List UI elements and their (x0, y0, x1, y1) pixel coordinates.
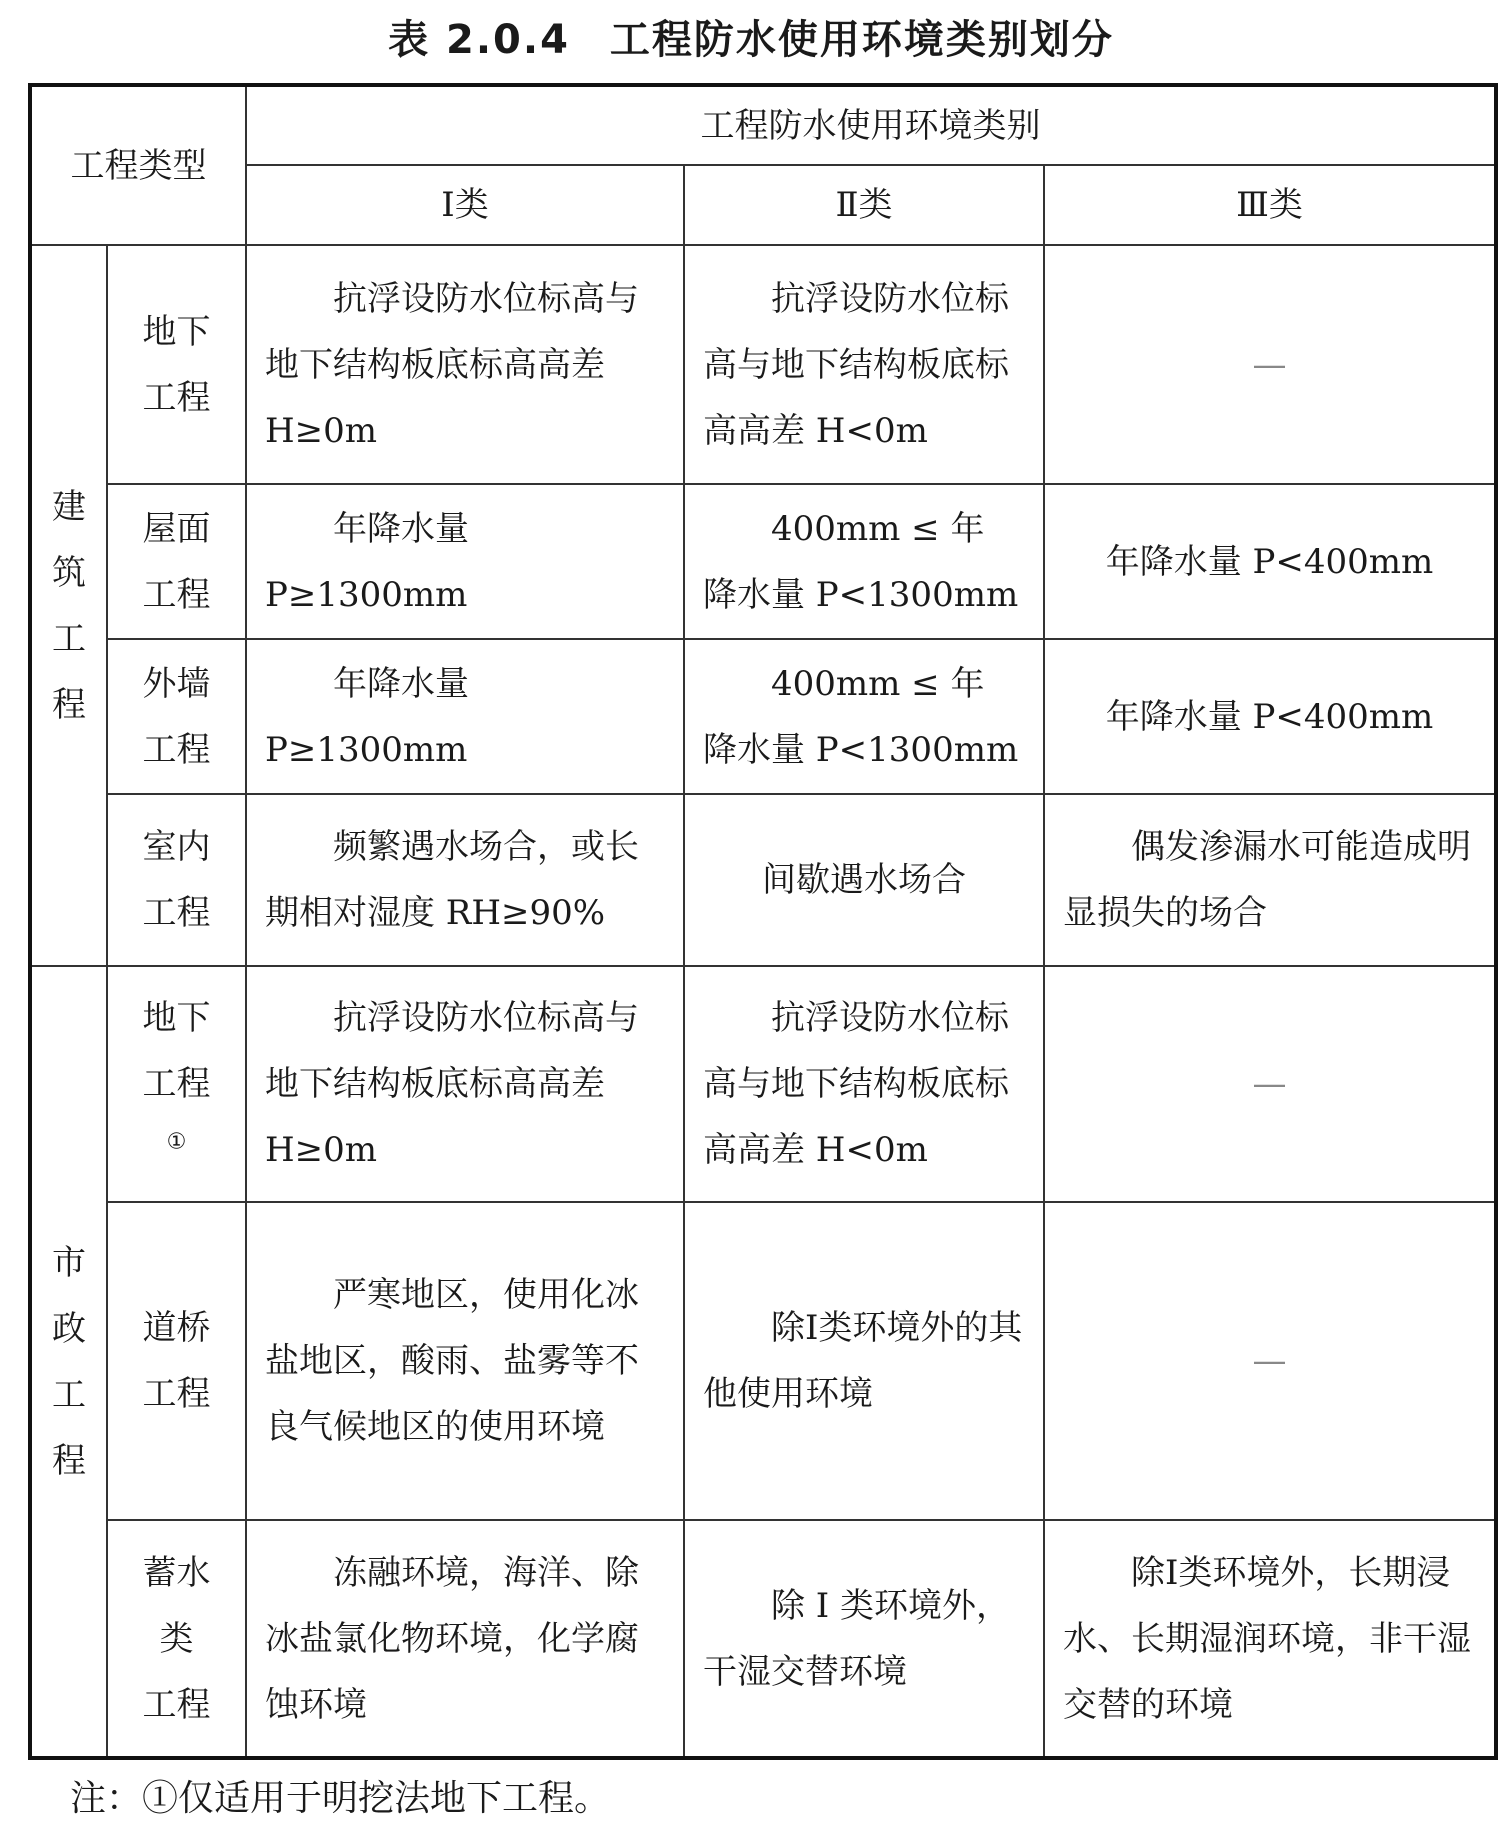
type-indoor: 室内 工程 (107, 794, 246, 966)
table-number: 表 2.0.4 (388, 17, 570, 63)
cell-class-2: 400mm ≤ 年 降水量 P<1300mm (684, 484, 1044, 639)
type-municipal-underground: 地下 工程 ① (107, 966, 246, 1202)
cell-class-3: 年降水量 P<400mm (1044, 639, 1496, 794)
group-municipal: 市 政 工 程 (30, 966, 107, 1758)
cell-class-2: 除 Ⅰ 类环境外，干湿交替环境 (684, 1520, 1044, 1758)
cell-class-3: 年降水量 P<400mm (1044, 484, 1496, 639)
cell-class-2: 抗浮设防水位标高与地下结构板底标高高差 H<0m (684, 245, 1044, 484)
cell-class-2: 间歇遇水场合 (684, 794, 1044, 966)
table-title: 工程防水使用环境类别划分 (609, 17, 1114, 63)
environment-category-table (28, 83, 1498, 1760)
header-env-category: 工程防水使用环境类别 (246, 85, 1496, 165)
header-class-3: Ⅲ类 (1044, 165, 1496, 245)
cell-class-1: 冻融环境，海洋、除冰盐氯化物环境，化学腐蚀环境 (246, 1520, 684, 1758)
cell-class-3: 除Ⅰ类环境外，长期浸水、长期湿润环境，非干湿交替的环境 (1044, 1520, 1496, 1758)
type-underground: 地下 工程 (107, 245, 246, 484)
cell-class-2: 抗浮设防水位标高与地下结构板底标高高差 H<0m (684, 966, 1044, 1202)
cell-class-3: — (1044, 1202, 1496, 1520)
type-road-bridge: 道桥 工程 (107, 1202, 246, 1520)
cell-class-1: 抗浮设防水位标高与地下结构板底标高高差H≥0m (246, 245, 684, 484)
cell-class-1: 年降水量 P≥1300mm (246, 639, 684, 794)
type-exterior-wall: 外墙 工程 (107, 639, 246, 794)
table-note: 注：①仅适用于明挖法地下工程。 (70, 1778, 611, 1819)
cell-class-2: 400mm ≤ 年 降水量 P<1300mm (684, 639, 1044, 794)
cell-class-3: — (1044, 966, 1496, 1202)
header-project-type: 工程类型 (30, 85, 246, 245)
header-class-2: Ⅱ类 (684, 165, 1044, 245)
cell-class-3: 偶发渗漏水可能造成明显损失的场合 (1044, 794, 1496, 966)
header-class-1: Ⅰ类 (246, 165, 684, 245)
cell-class-3: — (1044, 245, 1496, 484)
cell-class-2: 除Ⅰ类环境外的其他使用环境 (684, 1202, 1044, 1520)
type-water-storage: 蓄水类 工程 (107, 1520, 246, 1758)
cell-class-1: 年降水量 P≥1300mm (246, 484, 684, 639)
group-building: 建 筑 工 程 (30, 245, 107, 966)
footnote-mark: ① (166, 1129, 187, 1155)
cell-class-1: 严寒地区，使用化冰盐地区，酸雨、盐雾等不良气候地区的使用环境 (246, 1202, 684, 1520)
type-roof: 屋面 工程 (107, 484, 246, 639)
cell-class-1: 抗浮设防水位标高与地下结构板底标高高差H≥0m (246, 966, 684, 1202)
cell-class-1: 频繁遇水场合，或长期相对湿度 RH≥90% (246, 794, 684, 966)
page-title (0, 8, 1502, 65)
